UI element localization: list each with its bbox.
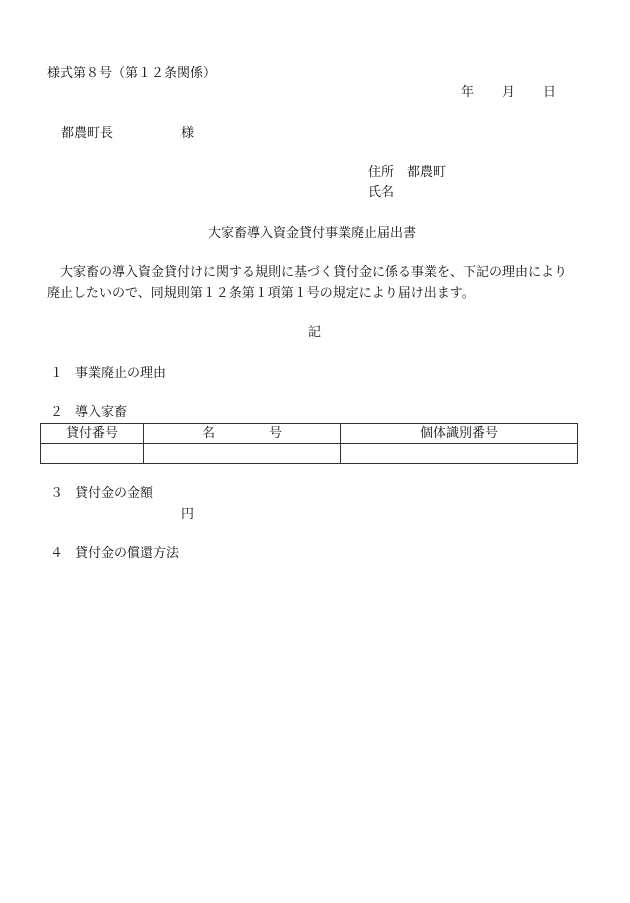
section-number: ３ <box>50 486 64 501</box>
header-loan-number: 貸付番号 <box>41 424 144 444</box>
header-name <box>144 424 341 444</box>
cell-id-number[interactable] <box>341 444 578 464</box>
table-row <box>41 444 578 464</box>
section-4 <box>50 546 179 562</box>
cell-loan-number[interactable] <box>41 444 144 464</box>
body-line-2: 廃止したいので、同規則第１２条第１項第１号の規定により届け出ます。 <box>47 286 475 301</box>
livestock-table <box>40 423 578 464</box>
address-value: 都農町 <box>407 165 447 180</box>
section-number: ４ <box>50 546 64 561</box>
year-label: 年 <box>461 85 475 100</box>
header-name-char-1: 名 <box>201 426 215 441</box>
address-label: 住所 <box>368 165 395 180</box>
addressee-name: 都農町長 <box>61 126 114 141</box>
applicant-address <box>368 165 446 181</box>
header-id-number: 個体識別番号 <box>341 424 578 444</box>
section-number: １ <box>50 366 64 381</box>
header-name-char-2: 号 <box>269 426 283 441</box>
document-title: 大家畜導入資金貸付事業廃止届出書 <box>208 226 417 241</box>
ki-heading: 記 <box>308 325 322 340</box>
body-line-1: 大家畜の導入資金貸付けに関する規則に基づく貸付金に係る事業を、下記の理由により <box>60 265 568 280</box>
section-label: 導入家畜 <box>75 405 128 420</box>
section-3 <box>50 486 153 502</box>
day-label: 日 <box>543 85 557 100</box>
section-label: 貸付金の金額 <box>75 486 154 501</box>
section-label: 貸付金の償還方法 <box>75 546 180 561</box>
month-label: 月 <box>502 85 516 100</box>
applicant-name-label: 氏名 <box>368 185 395 200</box>
table-header-row <box>41 424 578 444</box>
section-2 <box>50 405 127 421</box>
amount-unit: 円 <box>181 507 195 522</box>
date-line <box>461 85 556 101</box>
form-number: 様式第８号（第１２条関係） <box>47 66 217 81</box>
cell-name[interactable] <box>144 444 341 464</box>
section-label: 事業廃止の理由 <box>75 366 167 381</box>
section-number: ２ <box>50 405 64 420</box>
section-1 <box>50 366 166 382</box>
addressee-honorific: 様 <box>181 126 195 141</box>
